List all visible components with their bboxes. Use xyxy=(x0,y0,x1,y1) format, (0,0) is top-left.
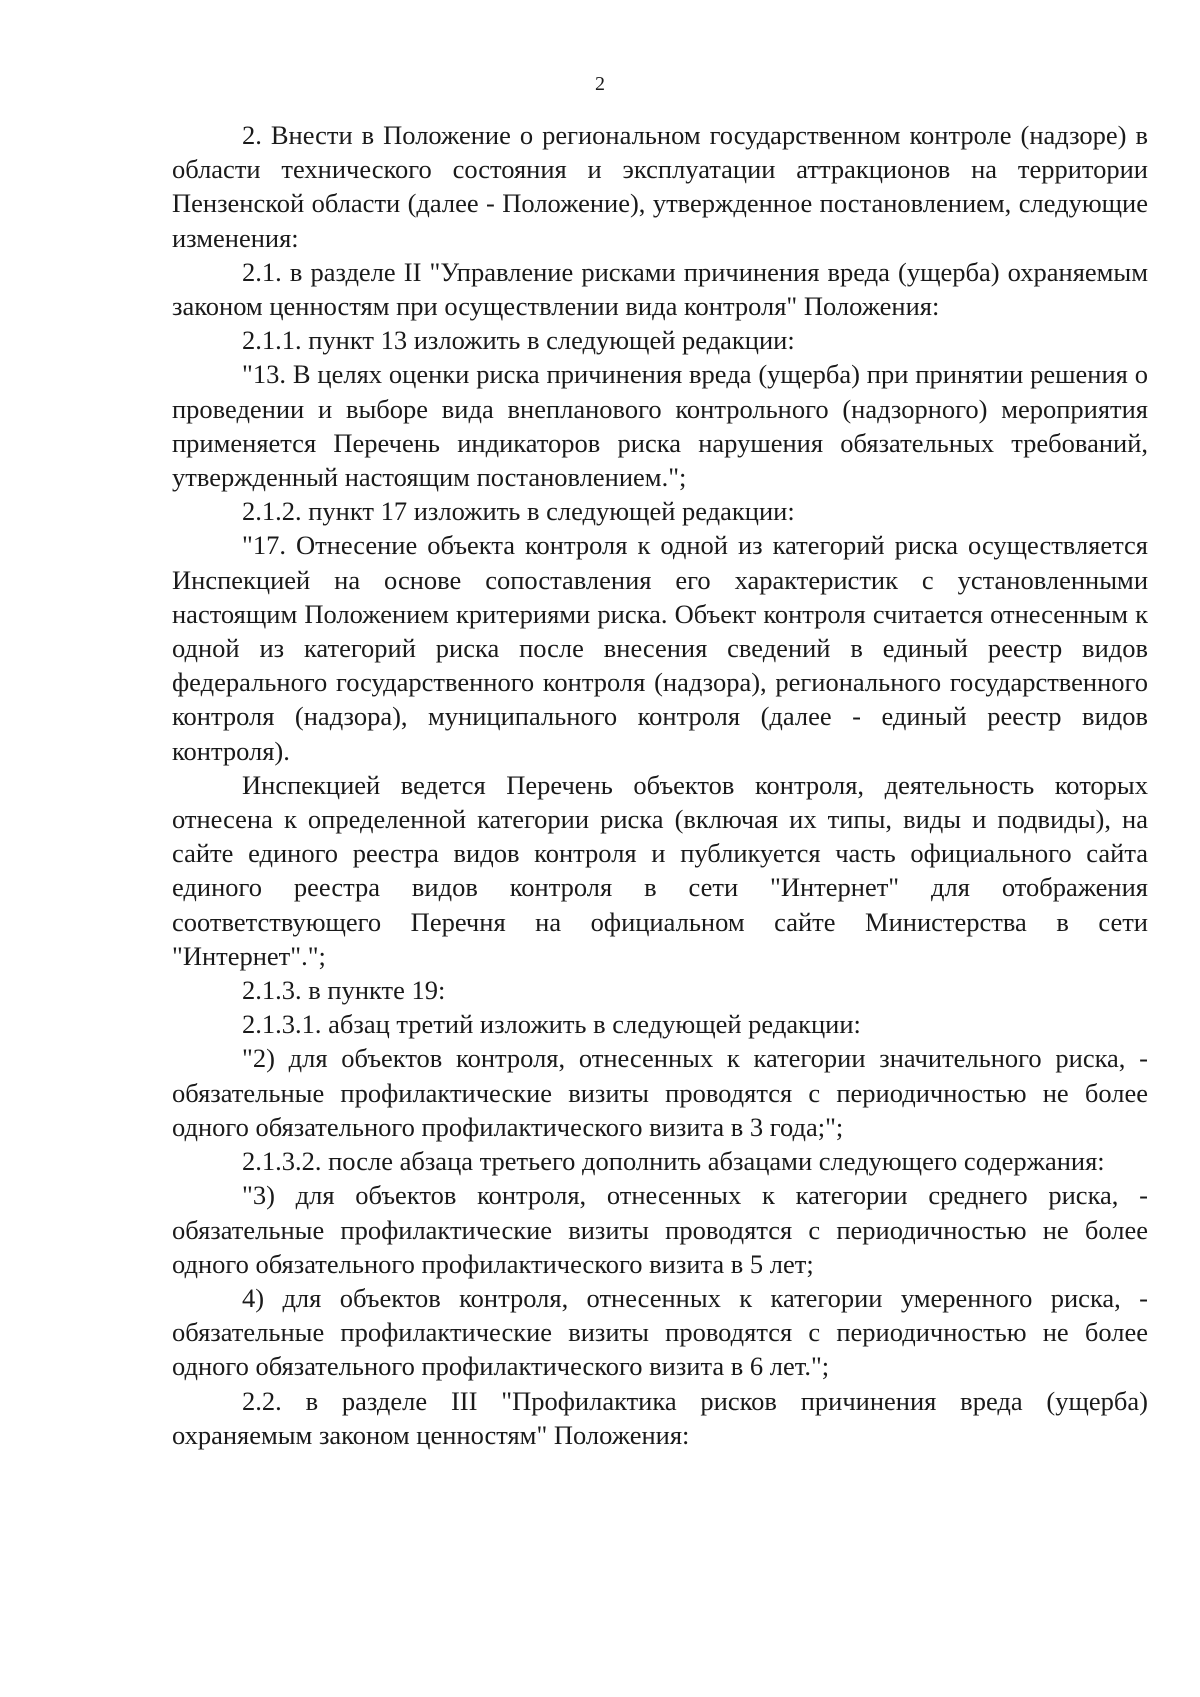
page-number: 2 xyxy=(595,73,605,95)
paragraph-item-13: "13. В целях оценки риска причинения вреда (ущерба) при принятии решения о проведении и выборе вида внепланового контрольного (надзорного) мероприятия применяется Перечень индикаторов риска нарушения обязательных требований, утвержденный настоящим постановлением."; xyxy=(172,359,1148,493)
paragraph-moderate-risk: 4) для объектов контроля, отнесенных к категории умеренного риска, - обязательные профилактические визиты проводятся с периодичностью не более одного обязательного профилактического визита в 6 лет."; xyxy=(172,1282,1148,1382)
document-body xyxy=(172,118,1148,1452)
paragraph-2-2: 2.2. в разделе III "Профилактика рисков причинения вреда (ущерба) охраняемым законом ценностям" Положения: xyxy=(172,1385,1148,1450)
paragraph-significant-risk: "2) для объектов контроля, отнесенных к категории значительного риска, - обязательные профилактические визиты проводятся с периодичностью не более одного обязательного профилактического визита в 3 года;"; xyxy=(172,1043,1148,1142)
paragraph-2-1-3-1: 2.1.3.1. абзац третий изложить в следующей редакции: xyxy=(242,1009,861,1040)
paragraph-medium-risk: "3) для объектов контроля, отнесенных к категории среднего риска, - обязательные профилактические визиты проводятся с периодичностью не более одного обязательного профилактического визита в 5 лет; xyxy=(172,1180,1148,1279)
paragraph-2-1: 2.1. в разделе II "Управление рисками причинения вреда (ущерба) охраняемым законом ценностям при осуществлении вида контроля" Положения: xyxy=(172,256,1148,322)
paragraph-2-1-2: 2.1.2. пункт 17 изложить в следующей редакции: xyxy=(242,496,795,527)
paragraph-2-1-3: 2.1.3. в пункте 19: xyxy=(242,975,446,1006)
paragraph-2-1-3-2: 2.1.3.2. после абзаца третьего дополнить абзацами следующего содержания: xyxy=(242,1146,1105,1177)
paragraph-2-1-1: 2.1.1. пункт 13 изложить в следующей редакции: xyxy=(242,325,795,356)
paragraph-inspection-list: Инспекцией ведется Перечень объектов контроля, деятельность которых отнесена к определенной категории риска (включая их типы, виды и подвиды), на сайте единого реестра видов контроля и публикуется часть официального сайта единого реестра видов контроля в сети "Интернет" для отображения соответствующего Перечня на официальном сайте Министерства в сети "Интернет"."; xyxy=(172,769,1148,971)
paragraph-2: 2. Внести в Положение о региональном государственном контроле (надзоре) в области технического состояния и эксплуатации аттракционов на территории Пензенской области (далее - Положение), утвержденное постановлением, следующие изменения: xyxy=(172,120,1148,253)
paragraph-item-17: "17. Отнесение объекта контроля к одной из категорий риска осуществляется Инспекцией на основе сопоставления его характеристик с установленными настоящим Положением критериями риска. Объект контроля считается отнесенным к одной из категорий риска после внесения сведений в единый реестр видов федерального государственного контроля (надзора), регионального государственного контроля (надзора), муниципального контроля (далее - единый реестр видов контроля). xyxy=(172,530,1148,766)
